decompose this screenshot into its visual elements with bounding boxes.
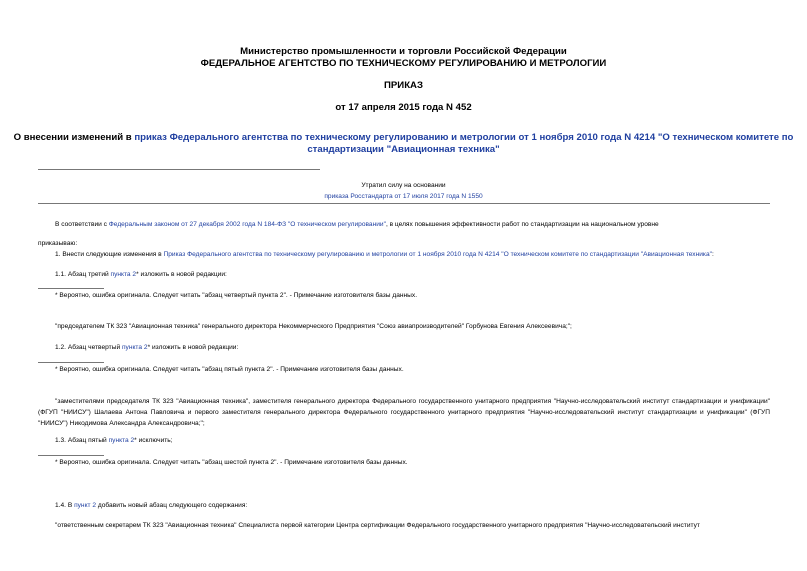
status-text: Утратил силу на основании [361,182,446,189]
item-1-1-suffix: * изложить в новой редакции: [136,271,227,278]
title-link-line2[interactable]: стандартизации "Авиационная техника" [307,144,500,155]
document-title-line1 [0,132,807,143]
item-1-4 [55,502,247,509]
item-1-1-prefix: 1.1. Абзац третий [55,271,111,278]
footnote-divider [38,288,104,289]
order-4214-link[interactable]: Приказ Федерального агентства по техническому регулированию и метрологии от 1 ноября 2010 года N 4214 "О техническом комитете по стандартизации "Авиационная техника" [163,251,712,258]
item-1-3-prefix: 1.3. Абзац пятый [55,437,109,444]
item-1-prefix: 1. Внести следующие изменения в [55,251,164,258]
ministry-name: Министерство промышленности и торговли Российской Федерации [240,46,567,57]
footnote-1: * Вероятно, ошибка оригинала. Следует читать "абзац четвертый пункта 2". - Примечание изготовителя базы данных. [55,292,418,299]
item-1-2 [55,344,238,351]
title-link[interactable]: приказ Федерального агентства по техническому регулированию и метрологии от 1 ноября 2010 года N 4214 "О техническом комитете по [134,132,794,143]
federal-law-link[interactable]: Федеральным законом от 27 декабря 2002 года N 184-ФЗ "О техническом регулировании" [108,221,386,228]
item-1-2-link[interactable]: пункта 2 [121,344,148,351]
item-1-2-prefix: 1.2. Абзац четвертый [55,344,122,351]
item-1-2-suffix: * изложить в новой редакции: [147,344,239,351]
item-1-suffix: : [711,251,714,258]
quote-1: "председателем ТК 323 "Авиационная техника" генерального директора Некоммерческого Предприятия "Союз авиапроизводителей" Горбунова Евгения Алексеевича;"; [55,323,572,330]
footnote-2: * Вероятно, ошибка оригинала. Следует читать "абзац пятый пункта 2". - Примечание изготовителя базы данных. [55,366,404,373]
order-word: приказываю: [38,240,78,247]
item-1-3 [55,437,173,444]
status-link[interactable]: приказа Росстандарта от 17 июля 2017 года N 1550 [324,193,483,200]
footnote-divider [38,455,104,456]
title-prefix: О внесении изменений в [13,132,135,143]
item-1-3-suffix: * исключить; [134,437,173,444]
item-1 [55,251,714,258]
item-1-3-link[interactable]: пункта 2 [108,437,135,444]
document-date-number: от 17 апреля 2015 года N 452 [335,102,472,113]
document-type: ПРИКАЗ [384,80,423,91]
item-1-1-link[interactable]: пункта 2 [110,271,137,278]
item-1-4-prefix: 1.4. В [55,502,75,509]
quote-3: "ответственным секретарем ТК 323 "Авиационная техника" Специалиста первой категории Центра сертификации Федерального государственного унитарного предприятия "Научно-исследовательский институт [55,522,700,529]
agency-name: ФЕДЕРАЛЬНОЕ АГЕНТСТВО ПО ТЕХНИЧЕСКОМУ РЕГУЛИРОВАНИЮ И МЕТРОЛОГИИ [200,58,607,69]
item-1-4-link[interactable]: пункт 2 [74,502,97,509]
divider-line [38,203,770,204]
footnote-divider [38,362,104,363]
quote-2: "заместителями председателя ТК 323 "Авиационная техника", заместителя генерального директора Федерального государственного унитарного предприятия "Научно-исследовательский институт стандартизации и унификации" (ФГУП "НИИСУ") Шалаева Антона Павловича и первого заместителя генерального директора Федерального государственного унитарного предприятия "Научно-исследовательский институт стандартизации и унификации" (ФГУП "НИИСУ") Никодимова Александра Александровича;"; [38,398,770,427]
preamble-prefix: В соответствии с [55,221,109,228]
footnote-3: * Вероятно, ошибка оригинала. Следует читать "абзац шестой пункта 2". - Примечание изготовителя базы данных. [55,459,408,466]
item-1-4-suffix: добавить новый абзац следующего содержания: [96,502,248,509]
divider-line [38,169,320,170]
preamble [55,221,659,228]
preamble-suffix: , в целях повышения эффективности работ по стандартизации на национальном уровне [385,221,659,228]
item-1-1 [55,271,227,278]
